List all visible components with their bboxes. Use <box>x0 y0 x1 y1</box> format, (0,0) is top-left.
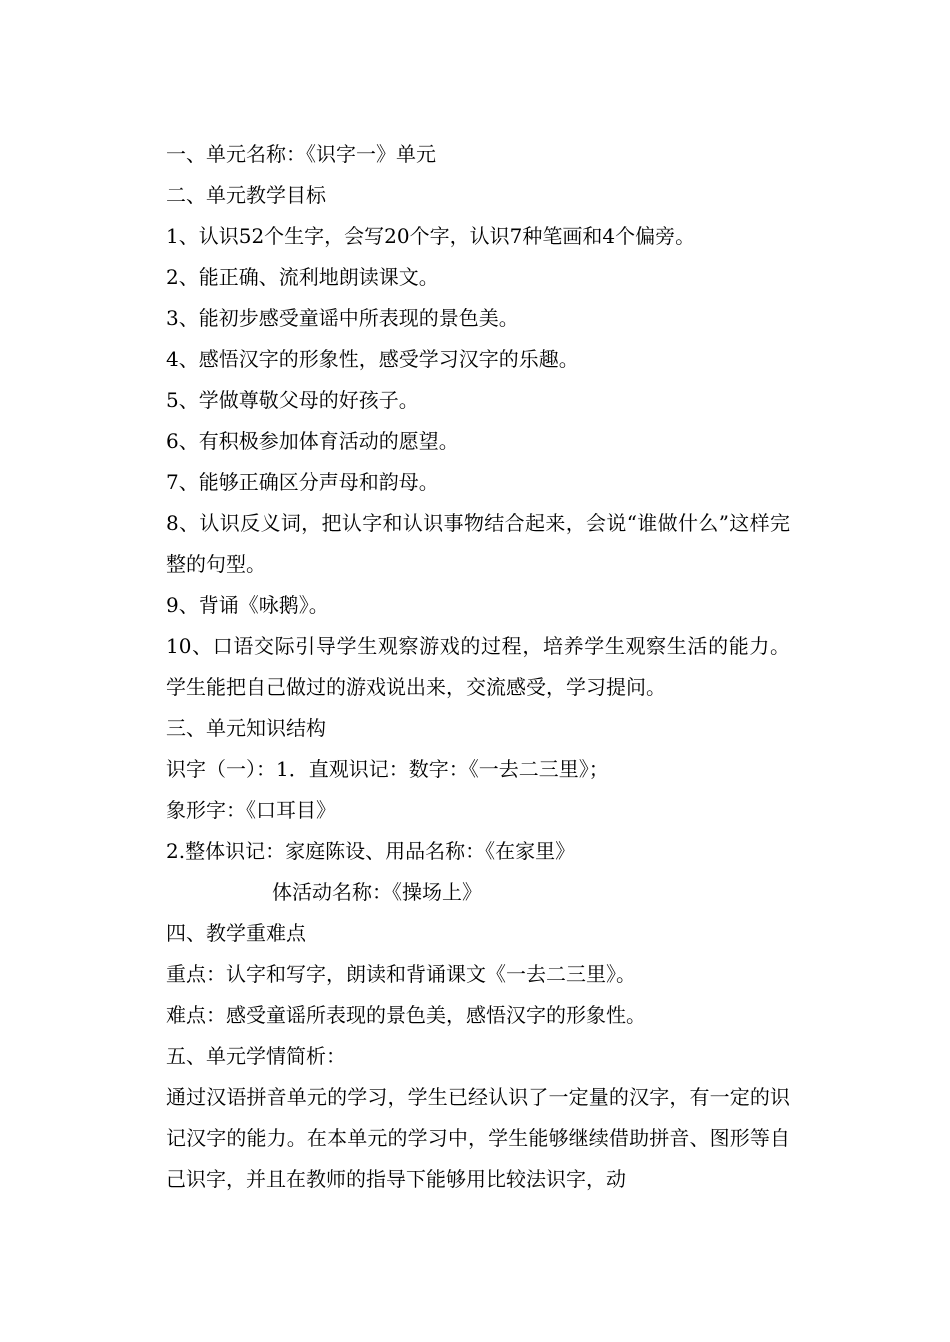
difficulty-point: 难点：感受童谣所表现的景色美，感悟汉字的形象性。 <box>166 1003 646 1027</box>
document-body <box>166 134 790 1200</box>
structure-line-1: 识字（一）：1．直观识记：数字：《一去二三里》； <box>166 757 609 781</box>
section-heading-analysis: 五、单元学情简析： <box>166 1044 346 1068</box>
section-heading-key-points: 四、教学重难点 <box>166 921 306 945</box>
structure-line-3: 2.整体识记：家庭陈设、用品名称：《在家里》 <box>166 839 576 863</box>
goal-item-8: 8、认识反义词，把认字和认识事物结合起来，会说“谁做什么”这样完整的句型。 <box>166 511 790 576</box>
section-heading-structure: 三、单元知识结构 <box>166 716 326 740</box>
goal-item-7: 7、能够正确区分声母和韵母。 <box>166 470 439 494</box>
structure-line-4: 体活动名称：《操场上》 <box>272 880 482 904</box>
goal-item-10: 10、口语交际引导学生观察游戏的过程，培养学生观察生活的能力。学生能把自己做过的游戏说出来，交流感受，学习提问。 <box>166 634 790 699</box>
structure-line-2: 象形字：《口耳目》 <box>166 798 336 822</box>
section-heading-goals: 二、单元教学目标 <box>166 183 326 207</box>
goal-item-4: 4、感悟汉字的形象性，感受学习汉字的乐趣。 <box>166 347 579 371</box>
goal-item-2: 2、能正确、流利地朗读课文。 <box>166 265 439 289</box>
unit-name: 一、单元名称：《识字一》单元 <box>166 142 436 166</box>
goal-item-5: 5、学做尊敬父母的好孩子。 <box>166 388 419 412</box>
goal-item-9: 9、背诵《咏鹅》。 <box>166 593 329 617</box>
goal-item-1: 1、认识52个生字，会写20个字，认识7种笔画和4个偏旁。 <box>166 224 696 248</box>
analysis-paragraph: 通过汉语拼音单元的学习，学生已经认识了一定量的汉字，有一定的识记汉字的能力。在本单元的学习中，学生能够继续借助拼音、图形等自己识字，并且在教师的指导下能够用比较法识字，动 <box>166 1085 790 1191</box>
key-point: 重点：认字和写字，朗读和背诵课文《一去二三里》。 <box>166 962 636 986</box>
goal-item-3: 3、能初步感受童谣中所表现的景色美。 <box>166 306 519 330</box>
goal-item-6: 6、有积极参加体育活动的愿望。 <box>166 429 459 453</box>
